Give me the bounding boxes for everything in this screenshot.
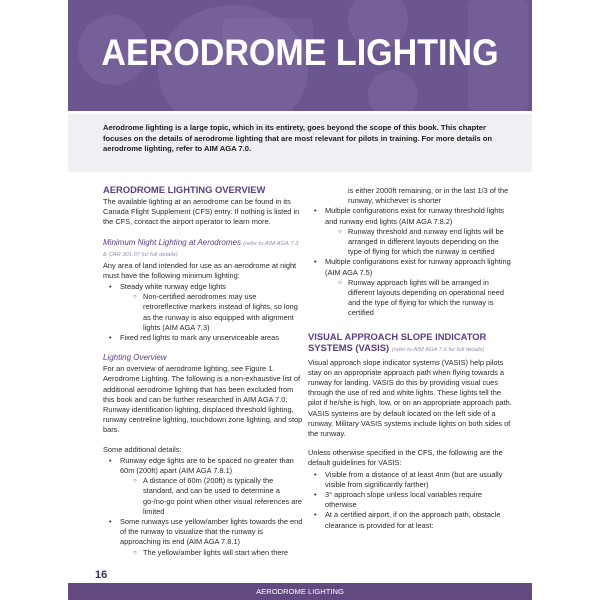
vasis-defaults-paragraph: Unless otherwise specified in the CFS, the following are the default guidelines for VASIS: [308,448,503,468]
vasis-paragraph: Visual approach slope indicator systems (VASIS) help pilots stay on an appropriate approach path when flying towards a runway for landing. VASIS do this by providing visual cues through the use of red and white lights. These lights tell the pilot if he/she is high, low, or on an appropriate approach path. VASIS systems are by default located on the left side of a runway. Military VASIS systems include lights on both sides of the runway. [308,357,512,439]
min-night-heading-text: Minimum Night Lighting at Aerodromes [103,237,241,247]
additional-details-label: Some additional details: [103,444,182,454]
left-column [103,184,303,558]
list-item: • 3° approach slope unless local variables require otherwise [308,490,513,510]
list-item: ○ Non-certified aerodromes may use retroreflective markers instead of lights, so long as the runway is also equipped with alignment lights (AIM AGA 7.3) [103,292,303,333]
intro-text: Aerodrome lighting is a large topic, which in its entirety, goes beyond the scope of this book. This chapter focuses on the details of aerodrome lighting that are most relevant for pilots in training. For more details on aerodrome lighting, refer to AIM AGA 7.0. [103,123,493,153]
running-title: AERODROME LIGHTING [256,587,344,596]
vasis-heading [308,331,513,356]
list-item: • Visible from a distance of at least 4nm (but are usually visible from significantly farther) [308,470,513,490]
additional-details-list [103,456,303,558]
min-night-list [103,282,303,343]
lighting-overview-heading: Lighting Overview [103,353,167,363]
list-item: • Steady white runway edge lights [103,282,303,292]
vasis-reference-note: (refer to AIM AGA 7.6 for full details) [391,346,485,353]
list-item: • Fixed red lights to mark any unserviceable areas [103,333,303,343]
list-item: ○ Runway approach lights will be arranged in different layouts depending on operational need and the type of flying for which the runway is certified [308,278,513,319]
list-item: • Multiple configurations exist for runway approach lighting (AIM AGA 7.5) [308,257,513,277]
page-number: 16 [95,569,108,581]
list-item: • At a certified airport, if on the approach path, obstacle clearance is provided for at least: [308,510,513,530]
lighting-overview-paragraph: For an overview of aerodrome lighting, see Figure 1. Aerodrome Lighting. The following is a non-exhaustive list of additional aerodrome lighting that has been excluded from this book and can be further researched in AIM AGA 7.0: Runway identification lighting, displaced threshold lighting, runway centreline lighting, touchdown zone lighting, and stop bars. [103,364,303,435]
chapter-banner [68,0,532,111]
list-item: • Multiple configurations exist for runway threshold lights and runway end lights (AIM AGA 7.8.2) [308,206,513,226]
list-item: ○ The yellow/amber lights will start when there [103,548,303,558]
intro-box [68,114,532,172]
list-item: ○ A distance of 60m (200ft) is typically the standard, and can be used to determine a go-/no-go point when other visual references are limited [103,476,303,517]
list-item-continued: is either 2000ft remaining, or in the last 1/3 of the runway, whichever is shorter [348,186,509,206]
min-night-heading [103,238,303,260]
chapter-title: AERODROME LIGHTING [101,32,499,73]
continued-list [308,186,513,319]
overview-paragraph: The available lighting at an aerodrome can be found in its Canada Flight Supplement (CFS) entry. If nothing is listed in the CFS, contact the airport operator to learn more. [103,197,300,227]
vasis-heading-text: VISUAL APPROACH SLOPE INDICATOR SYSTEMS (VASIS) [308,330,487,353]
list-item: ○ Runway threshold and runway end lights will be arranged in different layouts depending on the type of flying for which the runway is certified [308,227,513,258]
vasis-defaults-list [308,470,513,531]
min-night-paragraph: Any area of land intended for use as an aerodrome at night must have the following minimum lighting: [103,260,297,280]
min-night-reference-note: (refer to AIM AGA 7.3 & CAR 301.07 for full details) [103,240,299,258]
overview-heading: AERODROME LIGHTING OVERVIEW [103,184,266,195]
document-page [68,0,532,600]
right-column [308,185,513,531]
list-item: • Runway edge lights are to be spaced no greater than 60m (200ft) apart (AIM AGA 7.8.1) [103,456,303,476]
footer-bar [68,583,532,600]
list-item: • Some runways use yellow/amber lights towards the end of the runway to visualize that the runway is approaching its end (AIM AGA 7.8.1) [103,517,303,548]
banner-background-decoration [368,70,418,111]
